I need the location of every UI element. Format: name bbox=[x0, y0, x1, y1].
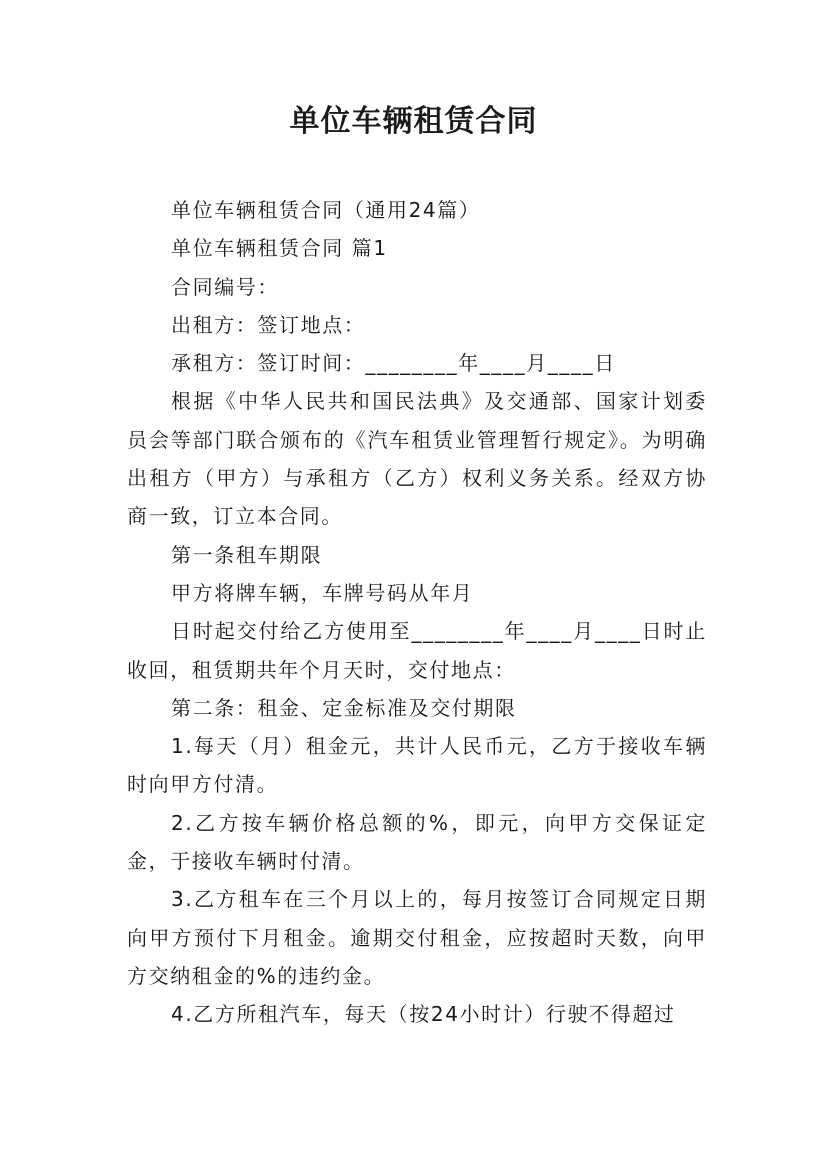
document-title: 单位车辆租赁合同 bbox=[289, 104, 538, 139]
paragraph-article-1-heading: 第一条租车期限 bbox=[171, 542, 323, 567]
paragraph-preamble: 根据《中华人民共和国民法典》及交通部、国家计划委员会等部门联合颁布的《汽车租赁业管理暂行规定》。为明确出租方（甲方）与承租方（乙方）权利义务关系。经双方协商一致，订立本合同。 bbox=[127, 389, 707, 529]
paragraph-article-1-period: 日时起交付给乙方使用至________年____月____日时止收回，租赁期共年个月天时，交付地点： bbox=[127, 619, 707, 682]
paragraph-clause-3: 3.乙方租车在三个月以上的，每月按签订合同规定日期向甲方预付下月租金。逾期交付租金，应按超时天数，向甲方交纳租金的%的违约金。 bbox=[127, 887, 707, 988]
paragraph-article-2-heading: 第二条：租金、定金标准及交付期限 bbox=[171, 695, 517, 720]
paragraph-clause-1: 1.每天（月）租金元，共计人民币元，乙方于接收车辆时向甲方付清。 bbox=[127, 734, 707, 797]
paragraph-lessor: 出租方：签订地点： bbox=[171, 312, 366, 337]
paragraph-section-heading: 单位车辆租赁合同 篇1 bbox=[171, 236, 388, 261]
paragraph-lessee: 承租方：签订时间：________年____月____日 bbox=[171, 351, 616, 376]
paragraph-article-1-vehicle: 甲方将牌车辆，车牌号码从年月 bbox=[171, 580, 474, 605]
paragraph-subtitle: 单位车辆租赁合同（通用24篇） bbox=[171, 198, 481, 222]
document-body bbox=[127, 191, 707, 1034]
paragraph-clause-2: 2.乙方按车辆价格总额的%，即元，向甲方交保证定金，于接收车辆时付清。 bbox=[127, 810, 707, 874]
paragraph-clause-4: 4.乙方所租汽车，每天（按24小时计）行驶不得超过 bbox=[171, 1002, 676, 1027]
paragraph-contract-number: 合同编号： bbox=[171, 274, 279, 299]
